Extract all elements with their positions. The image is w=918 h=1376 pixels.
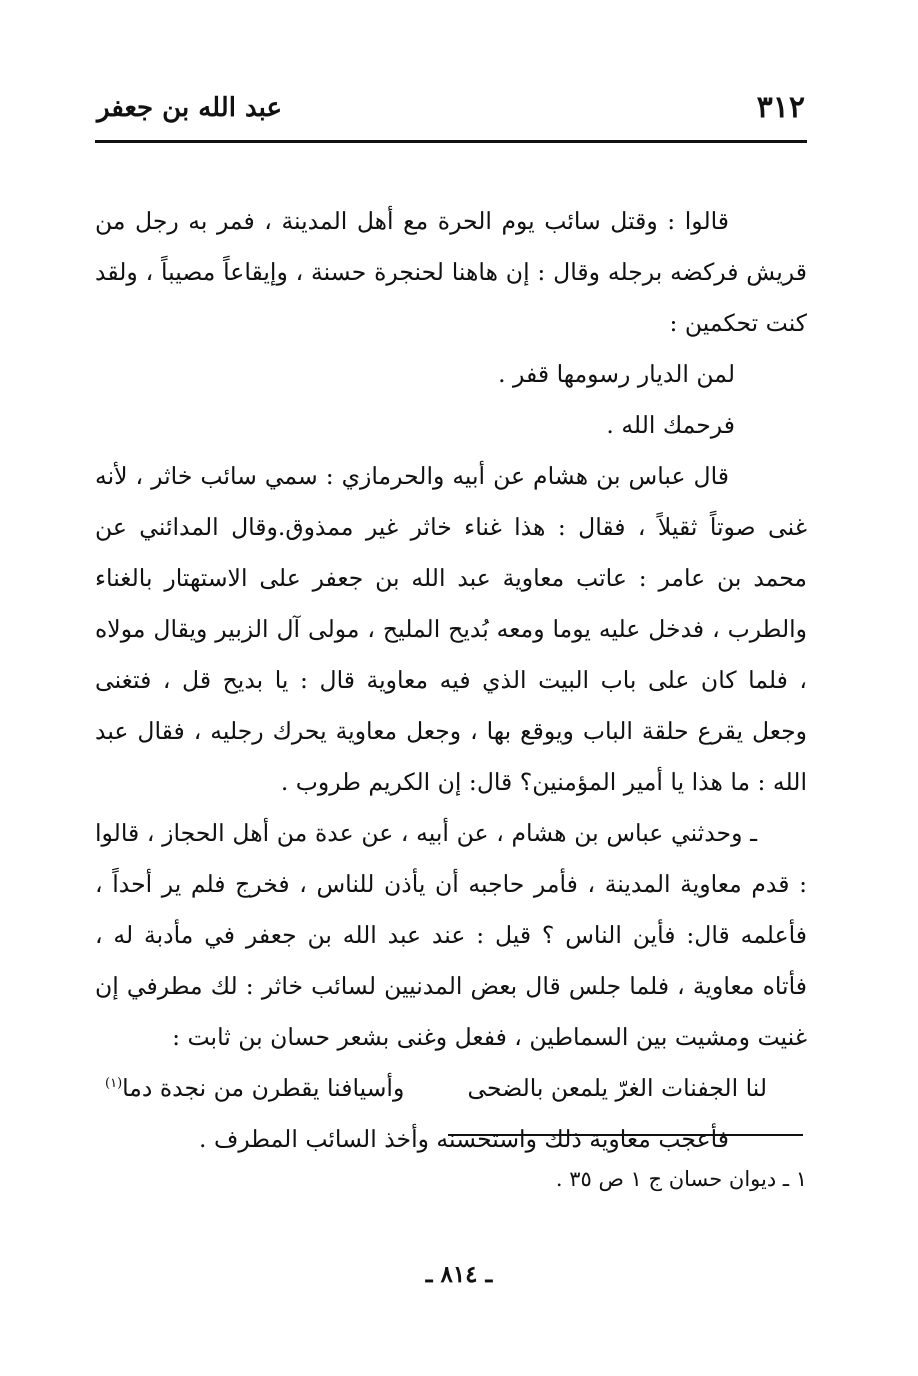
- quoted-line-1: لمن الديار رسومها قفر .: [498, 360, 735, 388]
- header-rule: [95, 140, 807, 143]
- paragraph-3: ـ وحدثني عباس بن هشام ، عن أبيه ، عن عدة من أهل الحجاز ، قالوا : قدم معاوية المدينة ، فأمر حاجبه أن يأذن للناس ، فخرج فلم ير أحداً ، فأعلمه قال: فأين الناس ؟ قيل : عند عبد الله بن جعفر في مأدبة له ، فأتاه معاوية ، فلما جلس قال بعض المدنيين لسائب خاثر : لك مطرفي إن غنيت ومشيت بين السماطين ، ففعل وغنى بشعر حسان بن ثابت :: [95, 819, 807, 1051]
- paragraph-1: قالوا : وقتل سائب يوم الحرة مع أهل المدينة ، فمر به رجل من قريش فركضه برجله وقال : إن هاهنا لحنجرة حسنة ، وإيقاعاً مصيباً ، ولقد كنت تحكمين :: [95, 207, 807, 337]
- poetry-verse: [95, 1063, 807, 1114]
- footnote: ١ ـ ديوان حسان ج ١ ص ٣٥ .: [555, 1167, 807, 1191]
- verse-first-hemistich: لنا الجفنات الغرّ يلمعن بالضحى: [467, 1074, 767, 1102]
- paragraph-2: قال عباس بن هشام عن أبيه والحرمازي : سمي سائب خاثر ، لأنه غنى صوتاً ثقيلاً ، فقال : هذا غناء خاثر غير ممذوق.وقال المدائني عن محمد بن عامر : عاتب معاوية عبد الله بن جعفر على الاستهتار بالغناء والطرب ، فدخل عليه يوما ومعه بُديح المليح ، مولى آل الزبير ويقال مولاه ، فلما كان على باب البيت الذي فيه معاوية قال : يا بديح قل ، فتغنى وجعل يقرع حلقة الباب ويوقع بها ، وجعل معاوية يحرك رجليه ، فقال عبد الله : ما هذا يا أمير المؤمنين؟ قال: إن الكريم طروب .: [95, 462, 807, 796]
- verse-second-hemistich-text: وأسيافنا يقطرن من نجدة دما: [122, 1074, 405, 1102]
- page-number: ٣١٢: [756, 90, 805, 125]
- running-title: عبد الله بن جعفر: [97, 93, 282, 123]
- main-text: [95, 196, 807, 1165]
- quoted-line-2: فرحمك الله .: [606, 411, 735, 439]
- footnote-rule: [448, 1134, 803, 1136]
- verse-second-hemistich: [105, 1063, 404, 1114]
- folio-number: ـ ٨١٤ ـ: [425, 1261, 493, 1288]
- paragraph-4: فأعجب معاوية ذلك واستحسنه وأخذ السائب المطرف .: [199, 1125, 729, 1153]
- footnote-reference: (١): [105, 1076, 123, 1092]
- page-header: [95, 88, 807, 128]
